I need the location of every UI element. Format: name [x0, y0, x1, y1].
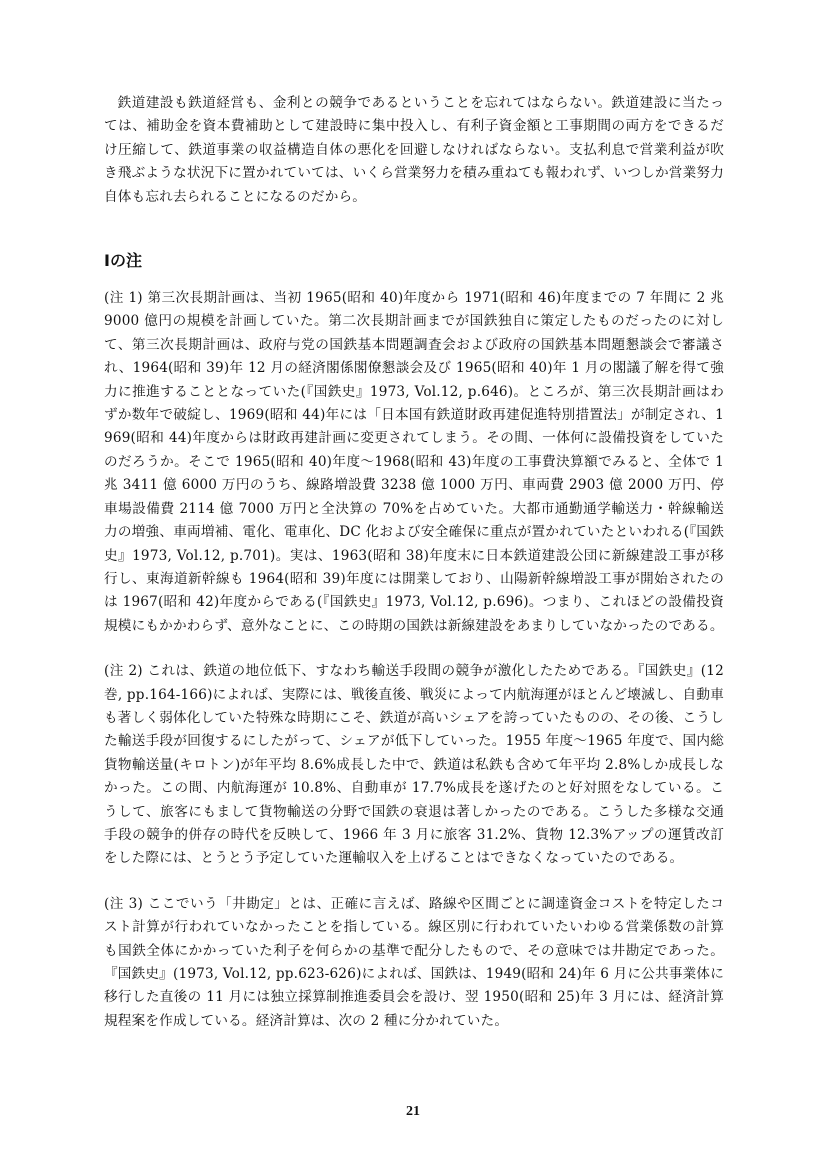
page-number: 21 [406, 1104, 420, 1119]
note-3: (注 3) ここでいう「井勘定」とは、正確に言えば、路線や区間ごとに調達資金コストを特定したコスト計算が行われていなかったことを指している。線区別に行われていたいわゆる営業係数の計算も国鉄全体にかかっていた利子を何らかの基準で配分したもので、その意味では井勘定であった。『国鉄史』(1973, Vol.12, pp.623-626)によれば、国鉄は、1949(昭和 24)年 6 月に公共事業体に移行した直後の 11 月には独立採算制推進委員会を設け、翌 1950(昭和 25)年 3 月には、経済計算規程案を作成している。経済計算は、次の 2 種に分かれていた。 [104, 895, 724, 1029]
note-2: (注 2) これは、鉄道の地位低下、すなわち輸送手段間の競争が激化したためである。『国鉄史』(12 巻, pp.164-166)によれば、実際には、戦後直後、戦災によって内航海運がほとんど壊滅し、自動車も著しく弱体化していた特殊な時期にこそ、鉄道が高いシェアを誇っていたものの、その後、こうした輸送手段が回復するにしたがって、シェアが低下していった。1955 年度～1965 年度で、国内総貨物輸送量(キロトン)が年平均 8.6%成長した中で、鉄道は私鉄も含めて年平均 2.8%しか成長しなかった。この間、内航海運が 10.8%、自動車が 17.7%成長を遂げたのと好対照をなしている。こうして、旅客にもまして貨物輸送の分野で国鉄の衰退は著しかったのである。こうした多様な交通手段の競争的併存の時代を反映して、1966 年 3 月に旅客 31.2%、貨物 12.3%アップの運賃改訂をした際には、とうとう予定していた運輸収入を上げることはできなくなっていたのである。 [104, 663, 724, 867]
section-heading: Ⅰの注 [104, 251, 142, 271]
note-1: (注 1) 第三次長期計画は、当初 1965(昭和 40)年度から 1971(昭和 46)年度までの 7 年間に 2 兆 9000 億円の規模を計画していた。第二次長期計画までが国鉄独自に策定したものだったのに対して、第三次長期計画は、政府与党の国鉄基本問題調査会および政府の国鉄基本問題懇談会で審議され、1964(昭和 39)年 12 月の経済閣係閣僚懇談会及び 1965(昭和 40)年 1 月の閣議了解を得て強力に推進することとなっていた(『国鉄史』1973, Vol.12, p.646)。ところが、第三次長期計画はわずか数年で破綻し、1969(昭和 44)年には「日本国有鉄道財政再建促進特別措置法」が制定され、1969(昭和 44)年度からは財政再建計画に変更されてしまう。その間、一体何に設備投資をしていたのだろうか。そこで 1965(昭和 40)年度～1968(昭和 43)年度の工事費決算額でみると、全体で 1 兆 3411 億 6000 万円のうち、線路増設費 3238 億 1000 万円、車両費 2903 億 2000 万円、停車場設備費 2114 億 7000 万円と全決算の 70%を占めていた。大都市通勤通学輸送力・幹線輸送力の増強、車両増補、電化、電車化、DC 化および安全確保に重点が置かれていたといわれる(『国鉄史』1973, Vol.12, p.701)。実は、1963(昭和 38)年度末に日本鉄道建設公団に新線建設工事が移行し、東海道新幹線も 1964(昭和 39)年度には開業しており、山陽新幹線増設工事が開始されたのは 1967(昭和 42)年度からである(『国鉄史』1973, Vol.12, p.696)。つまり、これほどの設備投資規模にもかかわらず、意外なことに、この時期の国鉄は新線建設をあまりしていなかったのである。 [104, 290, 724, 634]
document-body [104, 92, 724, 1055]
intro-paragraph: 鉄道建設も鉄道経営も、金利との競争であるということを忘れてはならない。鉄道建設に当たっては、補助金を資本費補助として建設時に集中投入し、有利子資金額と工事期間の両方をできるだけ圧縮して、鉄道事業の収益構造自体の悪化を回避しなければならない。支払利息で営業利益が吹き飛ぶような状況下に置かれていては、いくら営業努力を積み重ねても報われず、いつしか営業努力自体も忘れ去られることになるのだから。 [104, 95, 724, 205]
